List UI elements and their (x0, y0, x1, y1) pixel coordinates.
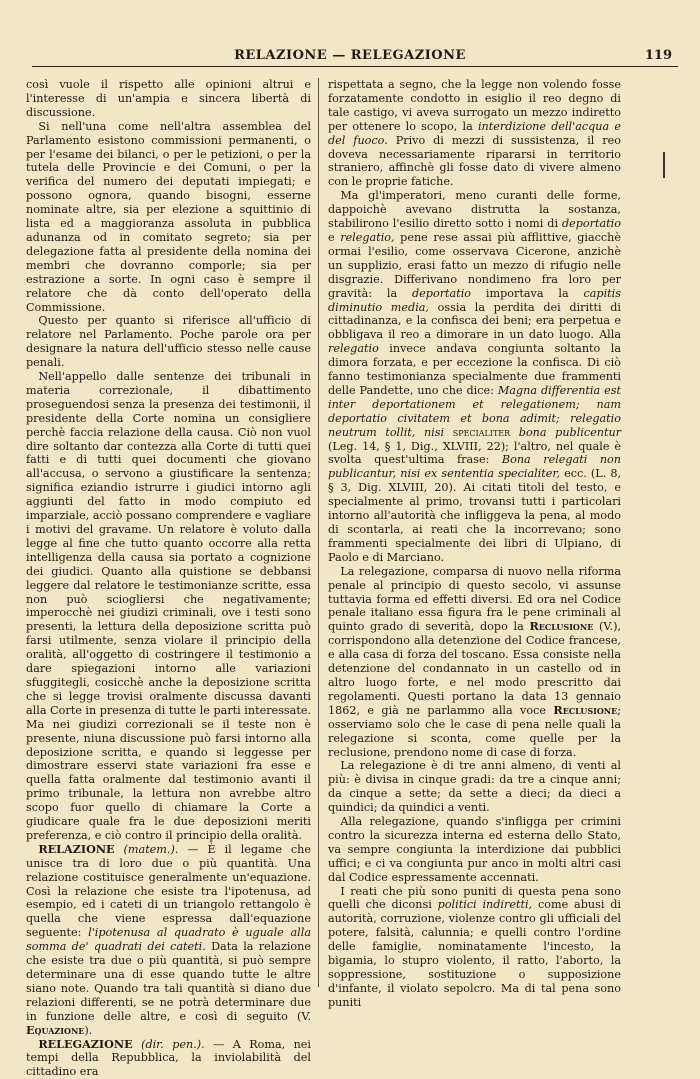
italic-run: Bona relegati non publicantur, nisi ex sententia specialiter, (328, 453, 621, 481)
cross-reference: Equazione (26, 1022, 85, 1037)
cross-reference: Reclusione (529, 619, 594, 634)
text-run: rispettata a segno, che la legge non volendo fosse forzatamente condotto in esiglio il reo degno di tale castigo, vi aveva surrogato un mezzo indiretto per ottenere lo scopo, la (328, 78, 621, 133)
text-run: e (328, 230, 341, 244)
italic-run: deportatio (412, 286, 472, 300)
cross-reference: Reclusione (553, 702, 618, 717)
italic-run: deportatio (561, 217, 621, 231)
text-run: ; osserviamo solo che le case di pena nelle quali la relegazione si sconta, come quelle per la reclusione, prendono nome di case di forza. (328, 703, 621, 759)
right-column (328, 78, 622, 1009)
text-run: pene rese assai più afflittive, giacchè ormai l'esilio, come osservava Cicerone, anzichè un supplizio, erasi fatto un mezzo di rifugio nelle disgrazie. Differivano nondimeno fra loro per gravità: la (328, 230, 621, 300)
paragraph: Nell'appello dalle sentenze dei tribunali in materia correzionale, il dibattimento proseguendosi senza la presenza dei testimonii, il presidente della Corte nomina un consigliere perchè faccia relazione della causa. Ciò non vuol dire soltanto dar contezza alla Corte di tutti quei fatti e di tutti quei documenti che giovano all'accusa, o servono a giustificare la sentenza; significa eziandio istrurre i giudici intorno agli aggiunti del fatto in modo compiuto ed imparziale, acciò possano comprendere e vagliare i motivi del gravame. Un relatore è voluto dalla legge al fine che tutto quanto occorre alla retta intelligenza della causa sia portato a cognizione dei giudici. Quanto alla quistione se debbansi leggere dal relatore le testimonianze scritte, essa non può sciogliersi che negativamente; imperocchè nei giudizi criminali, ove i testi sono presenti, la lettura della deposizione scritta può farsi utilmente, senza violare il principio della oralità, all'oggetto di costringere il testimonio a dare spiegazioni intorno alle variazioni sfuggitegli, cosicchè anche la deposizione scritta che si legge trovisi oralmente discussa davanti alla Corte in presenza di tutte le parti interessate. Ma nei giudizi correzionali se il teste non è presente, niuna discussione può farsi intorno alla deposizione scritta, e quando si leggesse per dimostrare esservi state variazioni fra esse e quella fatta oralmente dal testimonio avanti il primo tribunale, la lettura non avrebbe altro scopo fuor quello di chiamare la Corte a giudicare quale fra le due deposizioni meriti preferenza, e ciò contro il principio della oralità. (26, 370, 311, 842)
text-run: ecc. (L. 8, § 3, Dig. XLVIII, 20). Ai citati titoli del testo, e specialmente al primo, trovansi tutti i particolari intorno all'autorità che infliggeva la pena, al modo di scontarla, ai reati che la incorrevano; sono frammenti specialmente dei libri di Ulpiano, di Paolo e di Marciano. (328, 467, 622, 564)
italic-run: bona publicentur (518, 425, 622, 439)
paragraph: così vuole il rispetto alle opinioni altrui e l'interesse di un'ampia e sincera libertà di discussione. (26, 78, 311, 119)
paragraph: La relegazione è di tre anni almeno, di venti al più: è divisa in cinque gradi: da tre a cinque anni; da cinque a sette; da sette a dieci; da dieci a quindici; da quindici a venti. (328, 759, 621, 815)
header-title: RELAZIONE — RELEGAZIONE (234, 48, 466, 63)
paragraph (328, 885, 621, 1010)
text-run: I reati che più sono puniti di questa pena sono quelli che diconsi (328, 884, 621, 912)
italic-run: capitis diminutio media, (328, 286, 621, 314)
text-run: importava la (471, 286, 584, 300)
paragraph: Alla relegazione, quando s'infligga per crimini contro la sicurezza interna ed esterna dello Stato, va sempre congiunta la interdizione dai pubblici uffici; e ci va congiunta pur anco in molti altri casi dal Codice espressamente accennati. (328, 815, 621, 884)
entry-qualifier: (matem.). (123, 842, 179, 856)
entry-text: Data la relazione che esiste tra due o più quantità, si può sempre determinare una di esse quando tutte le altre siano note. Quando tra tali quantità si diano due relazioni differenti, se ne potrà determinare due in funzione delle altre, e così di seguito (V. (26, 940, 311, 1023)
margin-mark (663, 152, 665, 178)
entry-text: — A Roma, nei tempi della Repubblica, la inviolabilità del cittadino era (26, 1037, 311, 1079)
entry-relazione-matem (26, 843, 311, 1038)
entry-relegazione (26, 1038, 311, 1079)
entry-term: RELAZIONE (38, 841, 115, 856)
entry-text: — È il legame che unisce tra di loro due o più quantità. Una relazione costituisce generalmente un'equazione. Così la relazione che esiste tra l'ipotenusa, ad esempio, ed i cateti di un triangolo rettangolo è quella che viene espressa dall'equazione seguente: (26, 842, 311, 940)
paragraph (328, 565, 621, 760)
text-run: Privo di mezzi di sussistenza, il reo doveva necessariamente ripararsi in territorio straniero, affinchè gli fosse dato di vivere almeno con le proprie fatiche. (328, 133, 621, 189)
header-rule (32, 66, 678, 67)
entry-term: RELEGAZIONE (38, 1036, 133, 1051)
left-column (26, 78, 311, 1079)
paragraph: Questo per quanto si riferisce all'ufficio di relatore nel Parlamento. Poche parole ora per designare la natura dell'ufficio stesso nelle cause penali. (26, 314, 311, 370)
italic-run: Magna differentia est inter deportationem et relegationem; nam deportatio civitatem et bona adimit; relegatio neutrum tollit, nisi (328, 383, 621, 439)
text-run: ossia la perdita dei diritti di cittadinanza, e la confisca dei beni; era perpetua e obbligava il reo a dimorare in un dato luogo. Alla (328, 300, 621, 342)
text-run: Ma gl'imperatori, meno curanti delle forme, dappoichè avevano distrutta la sostanza, stabilirono l'esilio diretto sotto i nomi di (328, 189, 621, 231)
text-run: La relegazione, comparsa di nuovo nella riforma penale al principio di questo secolo, vi assunse tuttavia forma ed effetti diversi. Ed ora nel Codice penale italiano essa figura fra le pene criminali al quinto grado di severità, dopo la (328, 564, 621, 634)
page-number: 119 (644, 48, 672, 63)
text-run: (Leg. 14, § 1, Dig., XLVIII, 22); l'altro, nel quale è svolta quest'ultima frase: (328, 439, 621, 467)
paragraph (328, 189, 621, 564)
column-divider (318, 78, 319, 987)
small-caps-run: specialiter (444, 425, 519, 439)
running-header (22, 44, 678, 68)
italic-run: politici indiretti, (437, 898, 533, 912)
entry-italic: l'ipotenusa al quadrato è uguale alla somma de' quadrati dei cateti. (26, 926, 311, 954)
italic-run: relegatio (328, 342, 379, 356)
italic-run: interdizione dell'acqua e del fuoco. (328, 119, 621, 147)
entry-qualifier: (dir. pen.). (141, 1037, 205, 1051)
paragraph: Si nell'una come nell'altra assemblea del Parlamento esistono commissioni permanenti, o per l'esame dei bilanci, o per le petizioni, o per la tutela delle Provincie e dei Comuni, o per la verifica del numero dei deputati impiegati; e possono ognora, quando bisogni, esserne nominate altre, sia per elezione a squittinio di lista ed a maggioranza assoluta in pubblica adunanza od in comitato segreto; sia per delegazione fatta al presidente della nomina dei membri che dovranno comporle; sia per estrazione a sorte. In ogni caso è sempre il relatore che dà conto dell'operato della Commissione. (26, 119, 311, 314)
paragraph (328, 78, 621, 189)
text-run: invece andava congiunta soltanto la dimora forzata, e per eccezione la confisca. Di ciò fanno testimonianza specialmente due frammenti delle Pandette, uno che dice: (328, 342, 621, 397)
italic-run: relegatio, (340, 230, 395, 244)
text-run: come abusi di autorità, corruzione, violenze contro gli ufficiali del potere, falsità, calunnia; e quelli contro l'ordine delle famiglie, nominatamente l'incesto, la bigamia, lo stupro violento, il ratto, l'aborto, la soppressione, sostituzione o supposizione d'infante, il violato sepolcro. Ma di tal pena sono puniti (328, 898, 622, 1009)
entry-text: ). (84, 1023, 93, 1037)
text-run: (V.), corrispondono alla detenzione del Codice francese, e alla casa di forza del toscano. Essa consiste nella detenzione del condannato in un castello od in altro luogo forte, e nel modo prescritto dai regolamenti. Questi portano la data 13 gennaio 1862, e già ne parlammo alla voce (328, 620, 621, 717)
